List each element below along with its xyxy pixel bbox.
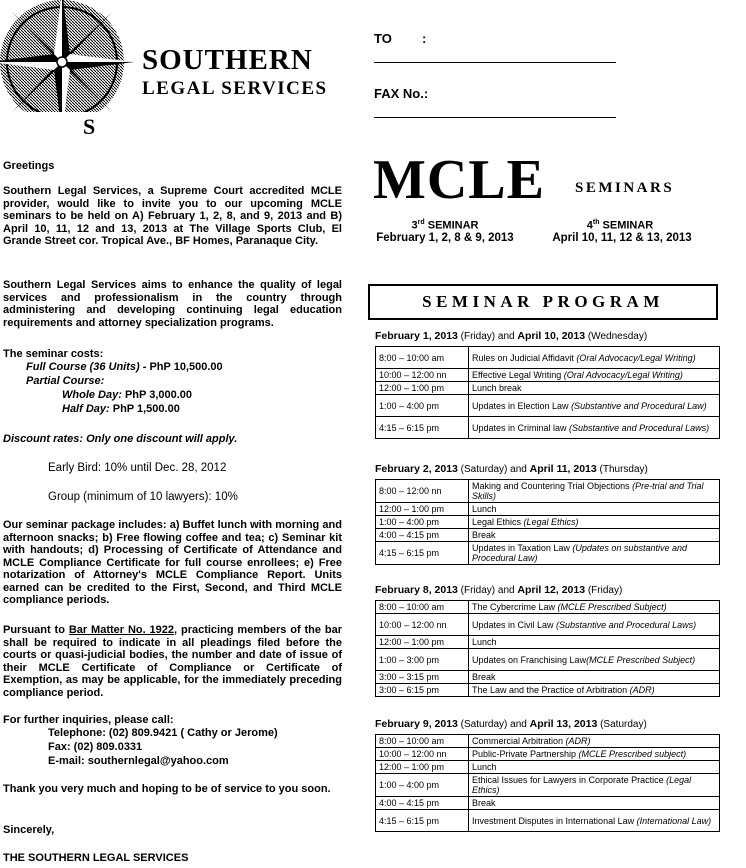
table-row <box>376 748 720 761</box>
topic-cell: Lunch break <box>469 382 720 395</box>
signature: THE SOUTHERN LEGAL SERVICES <box>3 852 189 864</box>
topic-cell: Making and Countering Trial Objections (Pre-trial and Trial Skills) <box>469 480 720 503</box>
table-row <box>376 601 720 614</box>
time-cell: 3:00 – 3:15 pm <box>376 671 469 684</box>
table-row <box>376 529 720 542</box>
day-header: February 1, 2013 (Friday) and April 10, 2013 (Wednesday) <box>375 330 648 342</box>
table-row <box>376 417 720 439</box>
discount-heading: Discount rates: Only one discount will apply. <box>3 433 238 445</box>
topic-cell: Updates in Election Law (Substantive and Procedural Law) <box>469 395 720 417</box>
whole-day-label: Whole Day: <box>62 389 122 401</box>
compass-logo <box>0 0 135 140</box>
topic-cell: Commercial Arbitration (ADR) <box>469 735 720 748</box>
inquiries-intro: For further inquiries, please call: <box>3 714 174 726</box>
bar-matter-link: Bar Matter No. 1922 <box>68 624 175 636</box>
table-row <box>376 636 720 649</box>
day-header: February 8, 2013 (Friday) and April 12, 2013 (Friday) <box>375 584 623 596</box>
table-row <box>376 810 720 832</box>
topic-cell: Lunch <box>469 636 720 649</box>
table-row <box>376 382 720 395</box>
bar-matter-paragraph: Pursuant to Bar Matter No. 1922, practicing members of the bar shall be required to indicate in all pleadings filed before the courts or quasi-judicial bodies, the number and date of issue of their MCLE Certificate of Compliance or Certificate of Exemption, as may be applicable, for the immediately preceding compliance period. <box>3 624 342 699</box>
topic-cell: Ethical Issues for Lawyers in Corporate Practice (Legal Ethics) <box>469 774 720 797</box>
full-course-label: Full Course (36 Units) <box>26 361 140 373</box>
telephone: Telephone: (02) 809.9421 ( Cathy or Jerome) <box>48 727 278 739</box>
partial-course-label: Partial Course: <box>26 375 105 387</box>
topic-cell: Effective Legal Writing (Oral Advocacy/Legal Writing) <box>469 369 720 382</box>
time-cell: 12:00 – 1:00 pm <box>376 636 469 649</box>
topic-cell: Break <box>469 671 720 684</box>
table-row <box>376 671 720 684</box>
schedule-table <box>375 479 720 565</box>
whole-day-cost <box>62 389 192 402</box>
fax-label: FAX No.: <box>374 86 429 101</box>
topic-cell: The Cybercrime Law (MCLE Prescribed Subject) <box>469 601 720 614</box>
seminar-3-dates: February 1, 2, 8 & 9, 2013 <box>376 232 514 244</box>
topic-cell: Updates in Criminal law (Substantive and Procedural Laws) <box>469 417 720 439</box>
time-cell: 10:00 – 12:00 nn <box>376 369 469 382</box>
seminar-4-dates: April 10, 11, 12 & 13, 2013 <box>552 232 692 244</box>
brand-name-line2: LEGAL SERVICES <box>142 78 328 99</box>
seminar-4-heading: 4th SEMINAR <box>586 219 654 232</box>
seminar-program-title: SEMINAR PROGRAM <box>368 284 718 320</box>
group-discount: Group (minimum of 10 lawyers): 10% <box>48 491 238 503</box>
day-1 <box>375 330 720 439</box>
costs-intro: The seminar costs: <box>3 348 104 360</box>
schedule-table <box>375 600 720 697</box>
time-cell: 12:00 – 1:00 pm <box>376 382 469 395</box>
time-cell: 4:00 – 4:15 pm <box>376 797 469 810</box>
to-line <box>374 62 616 63</box>
time-cell: 8:00 – 10:00 am <box>376 347 469 369</box>
table-row <box>376 395 720 417</box>
day-3 <box>375 584 720 697</box>
table-row <box>376 761 720 774</box>
table-row <box>376 369 720 382</box>
full-course-cost <box>26 361 223 374</box>
time-cell: 8:00 – 10:00 am <box>376 735 469 748</box>
greeting: Greetings <box>3 160 55 172</box>
topic-cell: Break <box>469 529 720 542</box>
time-cell: 4:15 – 6:15 pm <box>376 542 469 565</box>
day-2 <box>375 463 720 565</box>
topic-cell: Lunch <box>469 761 720 774</box>
svg-text:S: S <box>83 114 96 139</box>
time-cell: 4:15 – 6:15 pm <box>376 810 469 832</box>
table-row <box>376 684 720 697</box>
time-cell: 1:00 – 3:00 pm <box>376 649 469 671</box>
early-bird-discount: Early Bird: 10% until Dec. 28, 2012 <box>48 462 227 474</box>
schedule-table <box>375 734 720 832</box>
table-row <box>376 503 720 516</box>
time-cell: 10:00 – 12:00 nn <box>376 748 469 761</box>
thanks-paragraph: Thank you very much and hoping to be of service to you soon. <box>3 783 331 795</box>
half-day-price: PhP 1,500.00 <box>109 403 180 415</box>
seminars-title: SEMINARS <box>575 180 675 196</box>
table-row <box>376 614 720 636</box>
aim-paragraph: Southern Legal Services aims to enhance the quality of legal services and professionalism in the country through administering and developing continuing legal education requirements and attorney specialization programs. <box>3 279 342 329</box>
seminar-3-heading: 3rd SEMINAR <box>411 219 479 232</box>
table-row <box>376 516 720 529</box>
topic-cell: Rules on Judicial Affidavit (Oral Advocacy/Legal Writing) <box>469 347 720 369</box>
time-cell: 3:00 – 6:15 pm <box>376 684 469 697</box>
mcle-title: MCLE <box>373 149 545 211</box>
fax-number: Fax: (02) 809.0331 <box>48 741 143 753</box>
time-cell: 1:00 – 4:00 pm <box>376 774 469 797</box>
day-4 <box>375 718 720 832</box>
topic-cell: Break <box>469 797 720 810</box>
time-cell: 12:00 – 1:00 pm <box>376 761 469 774</box>
topic-cell: The Law and the Practice of Arbitration (ADR) <box>469 684 720 697</box>
whole-day-price: PhP 3,000.00 <box>121 389 193 401</box>
topic-cell: Public-Private Partnership (MCLE Prescribed subject) <box>469 748 720 761</box>
topic-cell: Updates in Taxation Law (Updates on substantive and Procedural Law) <box>469 542 720 565</box>
email: E-mail: southernlegal@yahoo.com <box>48 755 229 767</box>
time-cell: 4:00 – 4:15 pm <box>376 529 469 542</box>
brand-name-line1: SOUTHERN <box>142 44 313 76</box>
time-cell: 8:00 – 12:00 nn <box>376 480 469 503</box>
to-colon: : <box>422 31 427 46</box>
time-cell: 1:00 – 4:00 pm <box>376 516 469 529</box>
topic-cell: Investment Disputes in International Law (International Law) <box>469 810 720 832</box>
time-cell: 8:00 – 10:00 am <box>376 601 469 614</box>
topic-cell: Updates in Civil Law (Substantive and Procedural Laws) <box>469 614 720 636</box>
fax-line <box>374 117 616 118</box>
topic-cell: Updates on Franchising Law(MCLE Prescribed Subject) <box>469 649 720 671</box>
half-day-label: Half Day: <box>62 403 110 415</box>
table-row <box>376 735 720 748</box>
table-row <box>376 649 720 671</box>
intro-paragraph: Southern Legal Services, a Supreme Court accredited MCLE provider, would like to invite you to our upcoming MCLE seminars to be held on A) February 1, 2, 8, and 9, 2013 and B) April 10, 11, 12 and 13, 2013 at The Village Sports Club, El Grande Street cor. Tropical Ave., BF Homes, Paranaque City. <box>3 185 342 247</box>
to-label: TO <box>374 31 392 46</box>
table-row <box>376 797 720 810</box>
table-row <box>376 480 720 503</box>
table-row <box>376 347 720 369</box>
day-header: February 2, 2013 (Saturday) and April 11, 2013 (Thursday) <box>375 463 648 475</box>
package-paragraph: Our seminar package includes: a) Buffet lunch with morning and afternoon snacks; b) Free flowing coffee and tea; c) Seminar kit with handouts; d) Processing of Certificate of Attendance and MCLE Compliance Certificate for full course enrollees; e) Free notarization of Attorney's MCLE Compliance Report. Units earned can be credited to the First, Second, and Third MCLE compliance periods. <box>3 519 342 606</box>
closing: Sincerely, <box>3 824 55 836</box>
half-day-cost <box>62 403 180 416</box>
topic-cell: Lunch <box>469 503 720 516</box>
schedule-table <box>375 346 720 439</box>
topic-cell: Legal Ethics (Legal Ethics) <box>469 516 720 529</box>
time-cell: 4:15 – 6:15 pm <box>376 417 469 439</box>
table-row <box>376 774 720 797</box>
time-cell: 1:00 – 4:00 pm <box>376 395 469 417</box>
time-cell: 10:00 – 12:00 nn <box>376 614 469 636</box>
time-cell: 12:00 – 1:00 pm <box>376 503 469 516</box>
table-row <box>376 542 720 565</box>
full-course-price: - PhP 10,500.00 <box>139 361 223 373</box>
day-header: February 9, 2013 (Saturday) and April 13, 2013 (Saturday) <box>375 718 647 730</box>
